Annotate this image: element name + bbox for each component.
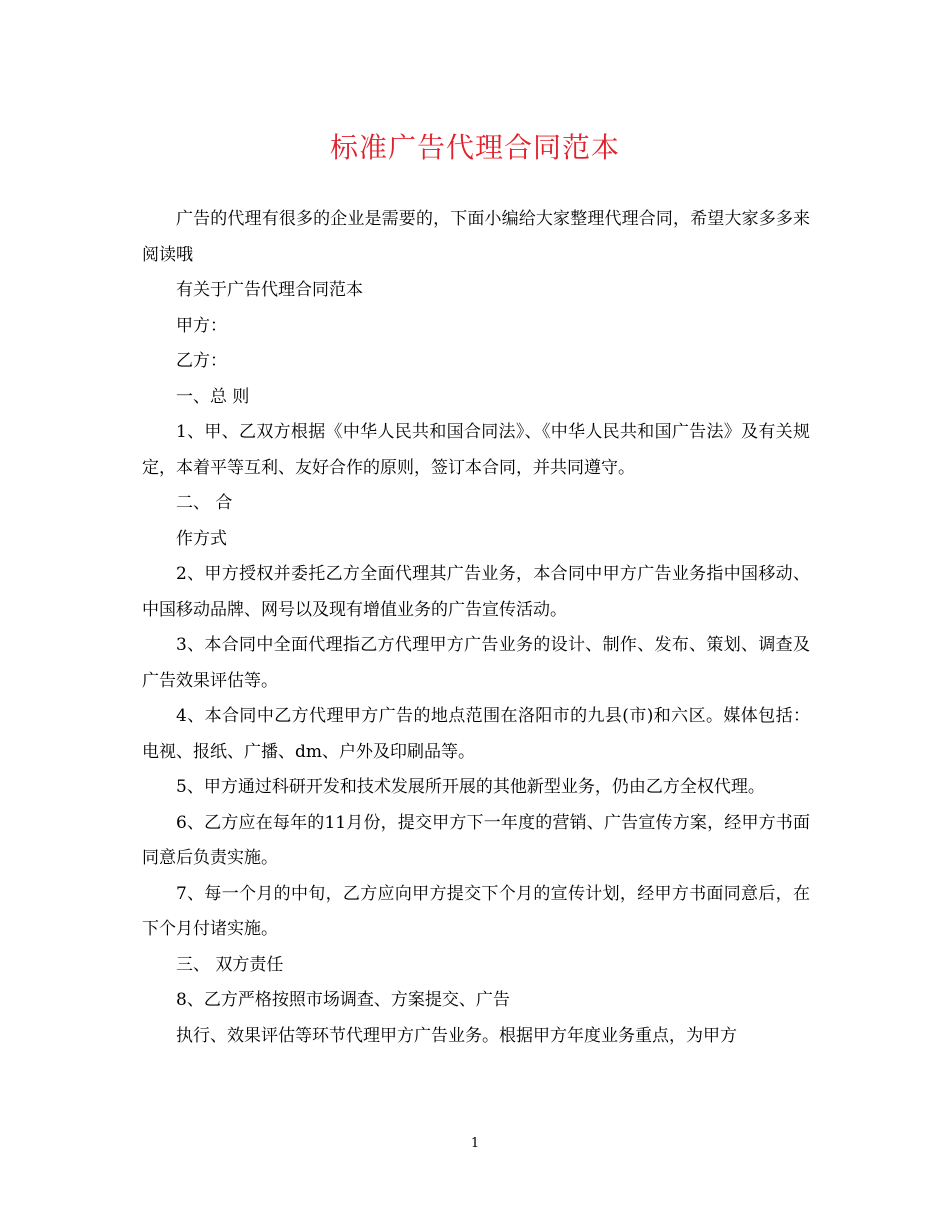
clause-7: 7、每一个月的中旬，乙方应向甲方提交下个月的宣传计划，经甲方书面同意后，在下个月付诸实施。 — [142, 883, 810, 939]
party-a-line: 甲方： — [176, 315, 227, 336]
paragraph-intro: 广告的代理有很多的企业是需要的，下面小编给大家整理代理合同，希望大家多多来阅读哦 — [142, 209, 810, 265]
party-b-line: 乙方： — [176, 351, 227, 371]
section-cooperation-part2: 作方式 — [176, 528, 227, 549]
clause-1: 1、甲、乙双方根据《中华人民共和国合同法》、《中华人民共和国广告法》及有关规定，本着平等互利、友好合作的原则，签订本合同，并共同遵守。 — [142, 422, 810, 478]
clause-8: 8、乙方严格按照市场调查、方案提交、广告 — [176, 990, 510, 1010]
clause-6: 6、乙方应在每年的11月份，提交甲方下一年度的营销、广告宣传方案，经甲方书面同意后负责实施。 — [142, 812, 810, 868]
document-title: 标准广告代理合同范本 — [329, 131, 620, 164]
section-general: 一、总 则 — [176, 386, 250, 407]
clause-5: 5、甲方通过科研开发和技术发展所开展的其他新型业务，仍由乙方全权代理。 — [176, 777, 765, 797]
clause-4: 4、本合同中乙方代理甲方广告的地点范围在洛阳市的九县(市)和六区。媒体包括：电视、报纸、广播、dm、户外及印刷品等。 — [142, 706, 810, 762]
section-cooperation-part1: 二、 合 — [176, 493, 233, 513]
section-responsibilities: 三、 双方责任 — [176, 954, 284, 975]
clause-2: 2、甲方授权并委托乙方全面代理其广告业务，本合同中甲方广告业务指中国移动、中国移动品牌、网号以及现有增值业务的广告宣传活动。 — [142, 564, 810, 620]
page-number: 1 — [470, 1136, 480, 1151]
document-body — [142, 202, 810, 1054]
paragraph-heading: 有关于广告代理合同范本 — [176, 280, 363, 300]
clause-8-continued: 执行、效果评估等环节代理甲方广告业务。根据甲方年度业务重点，为甲方 — [176, 1025, 737, 1046]
clause-3: 3、本合同中全面代理指乙方代理甲方广告业务的设计、制作、发布、策划、调查及广告效果评估等。 — [142, 635, 810, 691]
